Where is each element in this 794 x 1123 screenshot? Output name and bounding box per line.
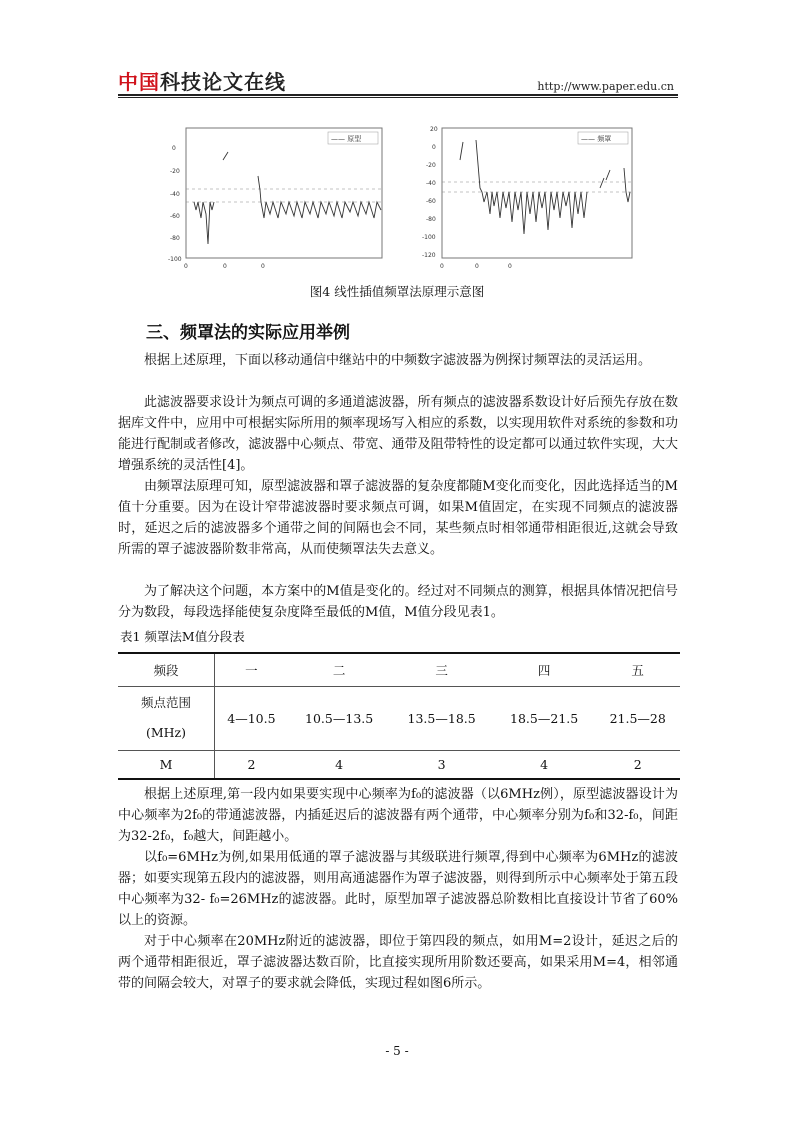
xtick: 0 <box>440 263 444 270</box>
section-title: 三、频罩法的实际应用举例 <box>146 323 350 343</box>
paragraph: 由频罩法原理可知，原型滤波器和罩子滤波器的复杂度都随M变化而变化，因此选择适当的M值十分重要。因为在设计窄带滤波器时要求频点可调，如果M值固定，在实现不同频点的滤波器时，延迟之后的滤波器多个通带之间的间隔也会不同，某些频点时相邻通带相距很近,这就会导致所需的罩子滤波器阶数非常高，从而使频罩法失去意义。 <box>118 479 678 557</box>
m-cell: 4 <box>493 750 596 779</box>
header-rule <box>118 94 678 96</box>
journal-logo <box>118 66 286 95</box>
segment-cell: 二 <box>288 653 391 686</box>
header-cell <box>118 686 215 750</box>
ytick: 0 <box>432 144 436 151</box>
m-cell: 2 <box>595 750 680 779</box>
logo-red-text: 中国 <box>118 70 160 94</box>
xtick: 0 <box>223 263 227 270</box>
segment-cell: 一 <box>215 653 288 686</box>
xtick: 0 <box>261 263 265 270</box>
page-number: - 5 - <box>385 1044 409 1058</box>
ytick: -100 <box>422 234 436 241</box>
figure-right-panel <box>420 118 640 272</box>
paragraph: 根据上述原理，下面以移动通信中继站中的中频数字滤波器为例探讨频罩法的灵活运用。 <box>144 353 652 368</box>
m-cell: 4 <box>288 750 391 779</box>
xtick: 0 <box>508 263 512 270</box>
paragraph: 此滤波器要求设计为频点可调的多通道滤波器，所有频点的滤波器系数设计好后预先存放在数据库文件中，应用中可根据实际所用的频率现场写入相应的系数，以实现用软件对系统的参数和功能进行配制或者修改，滤波器中心频点、带宽、通带及阻带特性的设定都可以通过软件实现，大大增强系统的灵活性[4]。 <box>118 395 678 473</box>
range-cell: 21.5—28 <box>595 686 680 750</box>
ytick: 20 <box>430 126 438 133</box>
ytick: 0 <box>172 145 176 152</box>
left-plot <box>168 118 394 272</box>
row-label: 频点范围 <box>140 695 191 710</box>
ytick: -20 <box>426 162 436 169</box>
header-cell: M <box>118 750 215 779</box>
ytick: -40 <box>426 180 436 187</box>
header-url[interactable]: http://www.paper.edu.cn <box>537 80 674 93</box>
right-plot <box>420 118 640 272</box>
table-row <box>118 686 680 750</box>
ytick: -120 <box>422 252 436 259</box>
logo-dark-text: 科技论文在线 <box>160 70 286 94</box>
ytick: -20 <box>170 168 180 175</box>
row-label-unit: (MHz) <box>145 725 187 740</box>
segment-table <box>118 652 680 780</box>
ytick: -80 <box>426 216 436 223</box>
legend-label: —— 原型 <box>331 135 362 143</box>
legend-label: —— 频罩 <box>581 135 612 143</box>
xtick: 0 <box>184 263 188 270</box>
ytick: -100 <box>168 256 182 263</box>
ytick: -60 <box>426 198 436 205</box>
header-cell: 频段 <box>118 653 215 686</box>
segment-cell: 三 <box>390 653 493 686</box>
paragraph: 对于中心频率在20MHz附近的滤波器，即位于第四段的频点，如用M=2设计，延迟之后的两个通带相距很近，罩子滤波器达数百阶，比直接实现所用阶数还要高，如果采用M=4，相邻通带的间隔会较大，对罩子的要求就会降低，实现过程如图6所示。 <box>118 934 678 991</box>
range-cell: 10.5—13.5 <box>288 686 391 750</box>
paragraph: 为了解决这个问题，本方案中的M值是变化的。经过对不同频点的测算，根据具体情况把信号分为数段，每段选择能使复杂度降至最低的M值，M值分段见表1。 <box>118 584 678 620</box>
table-title: 表1 频罩法M值分段表 <box>120 629 245 644</box>
table-row <box>118 750 680 779</box>
m-cell: 2 <box>215 750 288 779</box>
ytick: -60 <box>170 213 180 220</box>
xtick: 0 <box>475 263 479 270</box>
paragraph: 根据上述原理,第一段内如果要实现中心频率为f₀的滤波器（以6MHz例），原型滤波器设计为中心频率为2f₀的带通滤波器，内插延迟后的滤波器有两个通带，中心频率分别为f₀和32-f₀，间距为32-2f₀，f₀越大，间距越小。 <box>118 787 678 844</box>
range-cell: 13.5—18.5 <box>390 686 493 750</box>
ytick: -40 <box>170 191 180 198</box>
segment-cell: 五 <box>595 653 680 686</box>
figure-caption: 图4 线性插值频罩法原理示意图 <box>309 284 485 299</box>
segment-cell: 四 <box>493 653 596 686</box>
figure-left-panel <box>168 118 394 272</box>
ytick: -80 <box>170 235 180 242</box>
paragraph: 以f₀=6MHz为例,如果用低通的罩子滤波器与其级联进行频罩,得到中心频率为6MHz的滤波器；如要实现第五段内的滤波器，则用高通滤器作为罩子滤波器，则得到所示中心频率处于第五段中心频率为32- f₀=26MHz的滤波器。此时，原型加罩子滤波器总阶数相比直接设计节省了60%以上的资源。 <box>118 850 678 928</box>
range-cell: 18.5—21.5 <box>493 686 596 750</box>
table-row <box>118 653 680 686</box>
m-cell: 3 <box>390 750 493 779</box>
header-rule-thin <box>118 97 678 98</box>
range-cell: 4—10.5 <box>215 686 288 750</box>
